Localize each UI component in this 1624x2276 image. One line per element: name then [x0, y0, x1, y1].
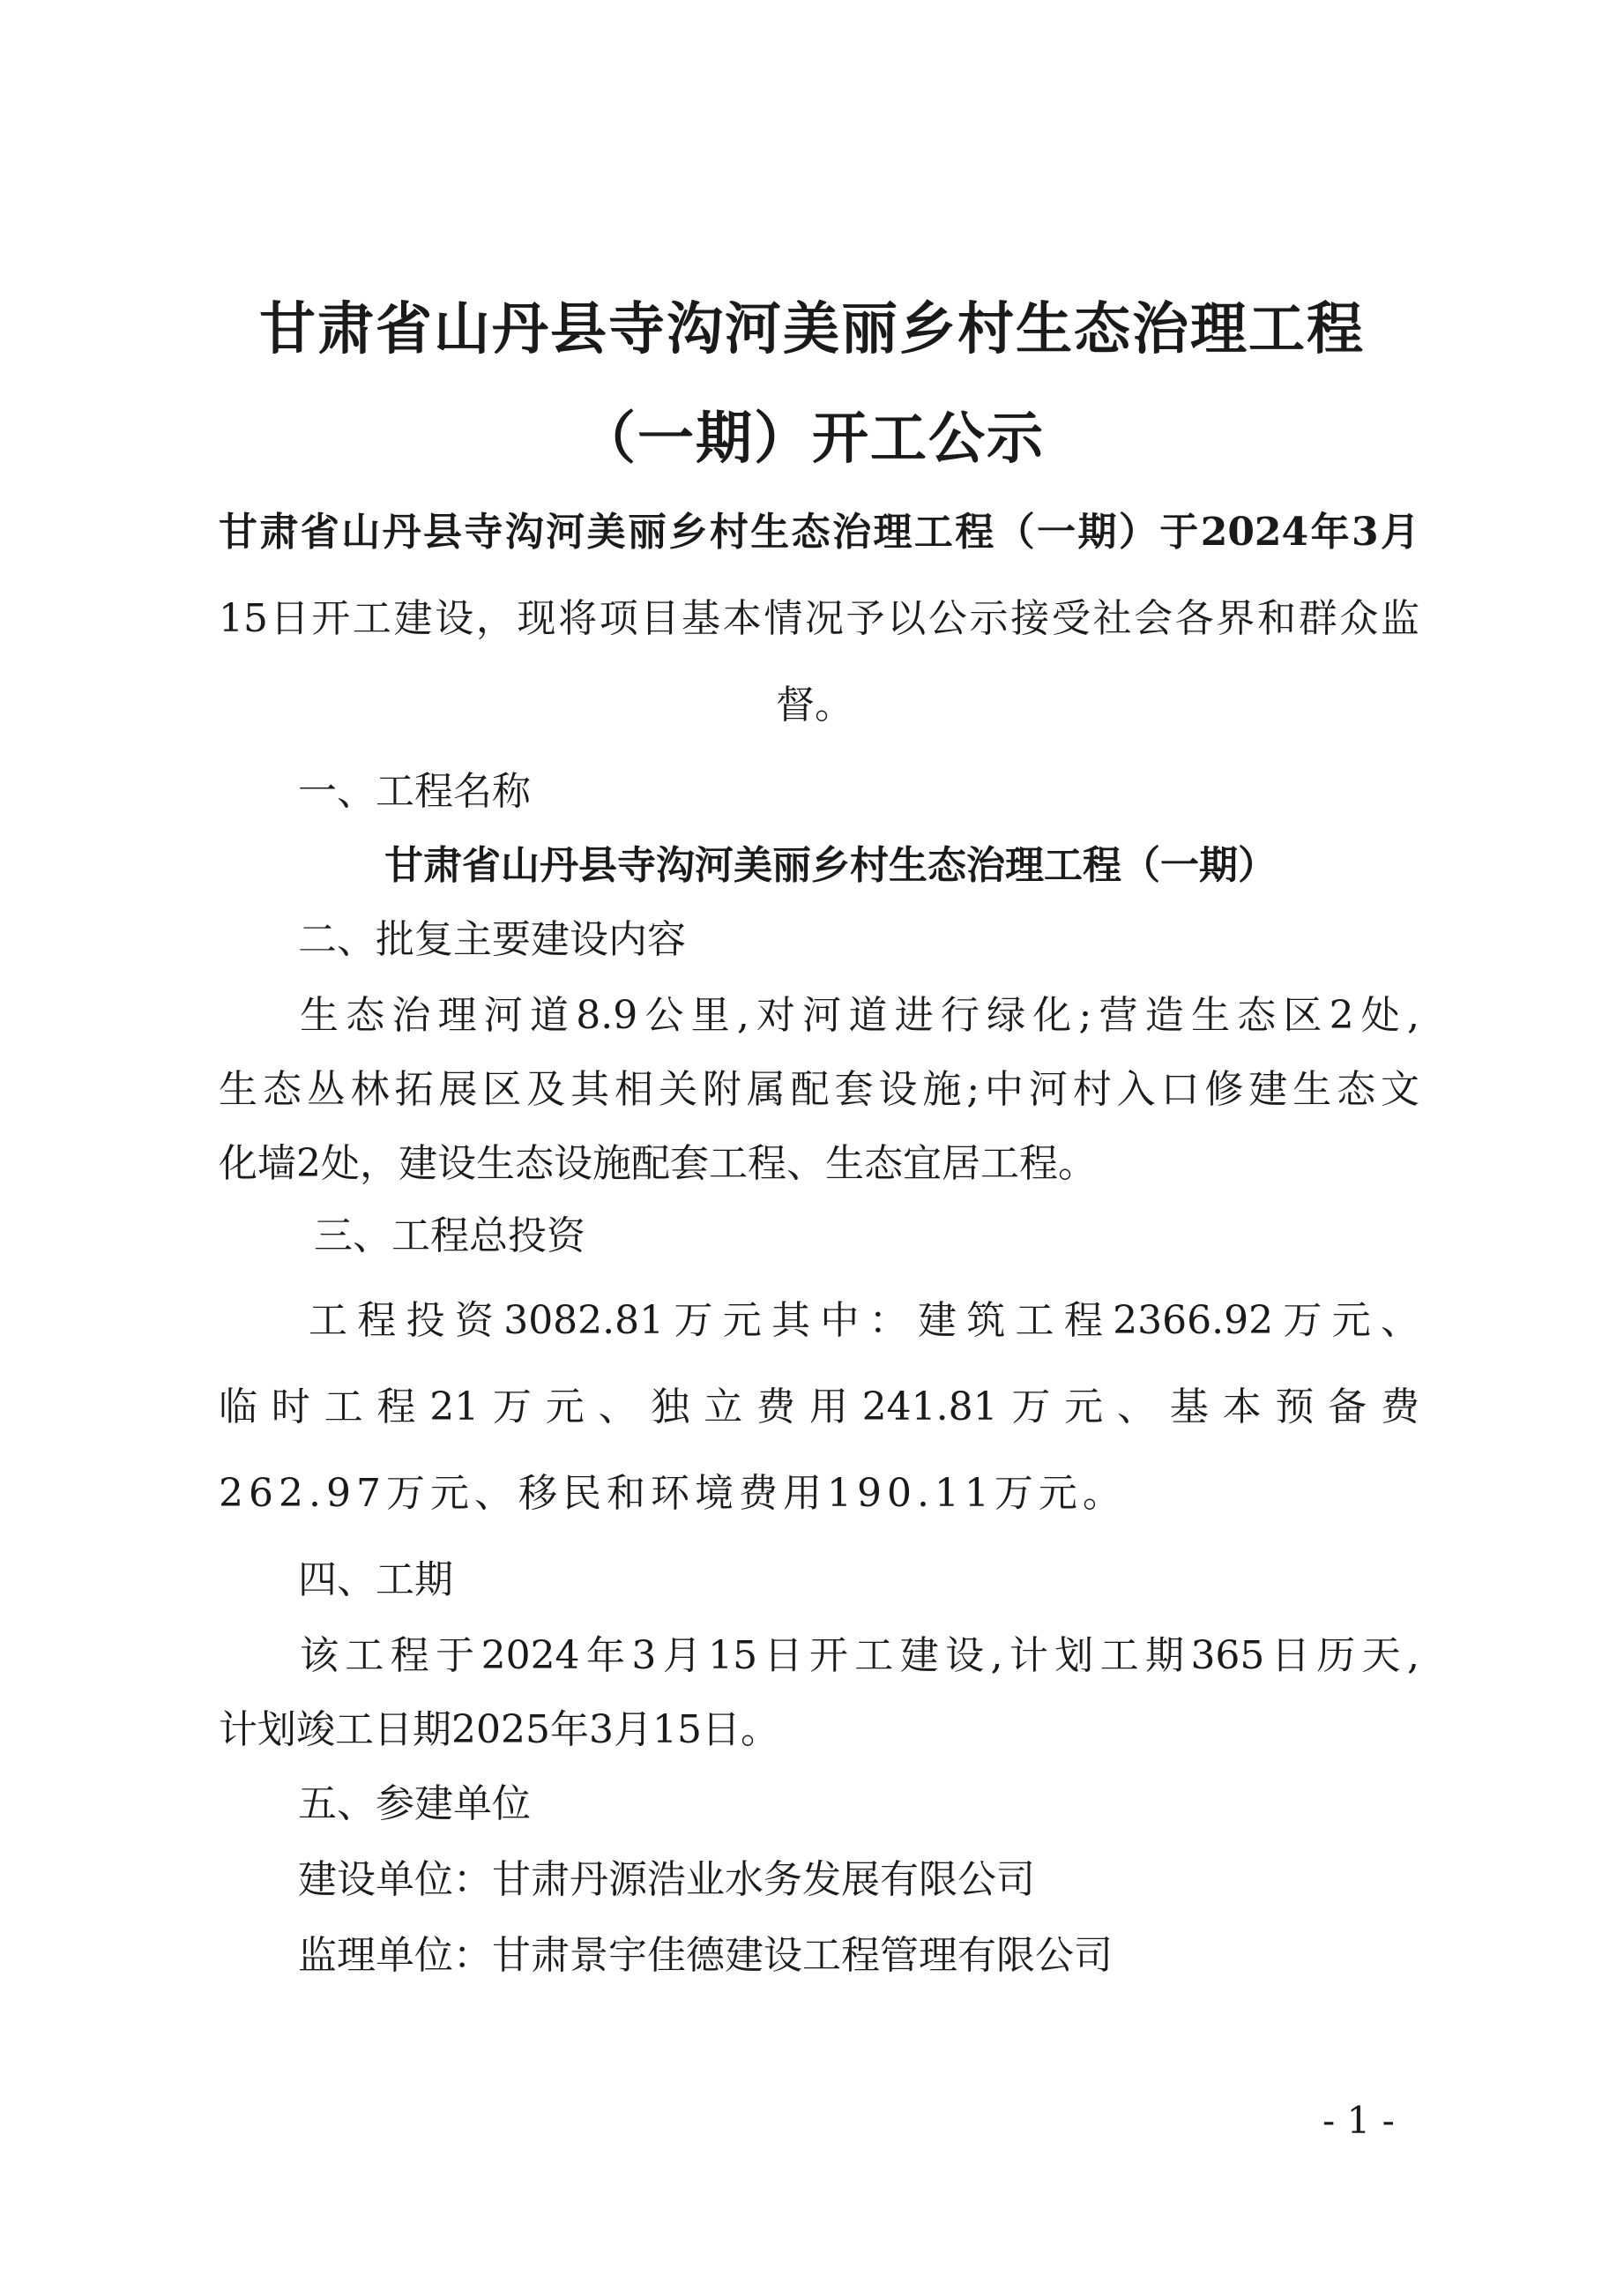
section-4-heading: 四、工期: [298, 1557, 453, 1602]
intro-line-1: 甘肃省山丹县寺沟河美丽乡村生态治理工程（一期）于2024年3月: [219, 510, 1419, 555]
section-1-content: 甘肃省山丹县寺沟河美丽乡村生态治理工程（一期）: [384, 843, 1277, 888]
intro-line-2: 15日开工建设，现将项目基本情况予以公示接受社会各界和群众监: [219, 596, 1419, 641]
intro-line-3: 督。: [776, 683, 853, 728]
section-5-supervision-unit: 监理单位：甘肃景宇佳德建设工程管理有限公司: [298, 1933, 1113, 1978]
section-4-line-1: 该工程于2024年3月15日开工建设,计划工期365日历天,: [300, 1633, 1419, 1678]
section-3-line-2: 临时工程21万元、独立费用241.81万元、基本预备费: [219, 1384, 1419, 1429]
section-5-heading: 五、参建单位: [298, 1781, 531, 1826]
section-2-heading: 二、批复主要建设内容: [298, 917, 686, 962]
document-title-line-1: 甘肃省山丹县寺沟河美丽乡村生态治理工程: [259, 297, 1365, 362]
section-3-line-1: 工程投资3082.81万元其中：建筑工程2366.92万元、: [309, 1298, 1419, 1343]
section-2-line-3: 化墙2处，建设生态设施配套工程、生态宜居工程。: [219, 1141, 1097, 1186]
page-number: - 1 -: [1322, 2099, 1395, 2142]
document-title-line-2: （一期）开工公示: [579, 407, 1045, 472]
section-1-heading: 一、工程名称: [298, 769, 531, 814]
section-2-line-2: 生态丛林拓展区及其相关附属配套设施;中河村入口修建生态文: [219, 1067, 1419, 1112]
section-5-construction-unit: 建设单位：甘肃丹源浩业水务发展有限公司: [298, 1857, 1035, 1902]
section-3-line-3: 262.97万元、移民和环境费用190.11万元。: [219, 1471, 1127, 1516]
section-4-line-2: 计划竣工日期2025年3月15日。: [219, 1707, 779, 1752]
section-3-heading: 三、工程总投资: [314, 1213, 585, 1258]
section-2-line-1: 生态治理河道8.9公里,对河道进行绿化;营造生态区2处,: [300, 993, 1419, 1038]
